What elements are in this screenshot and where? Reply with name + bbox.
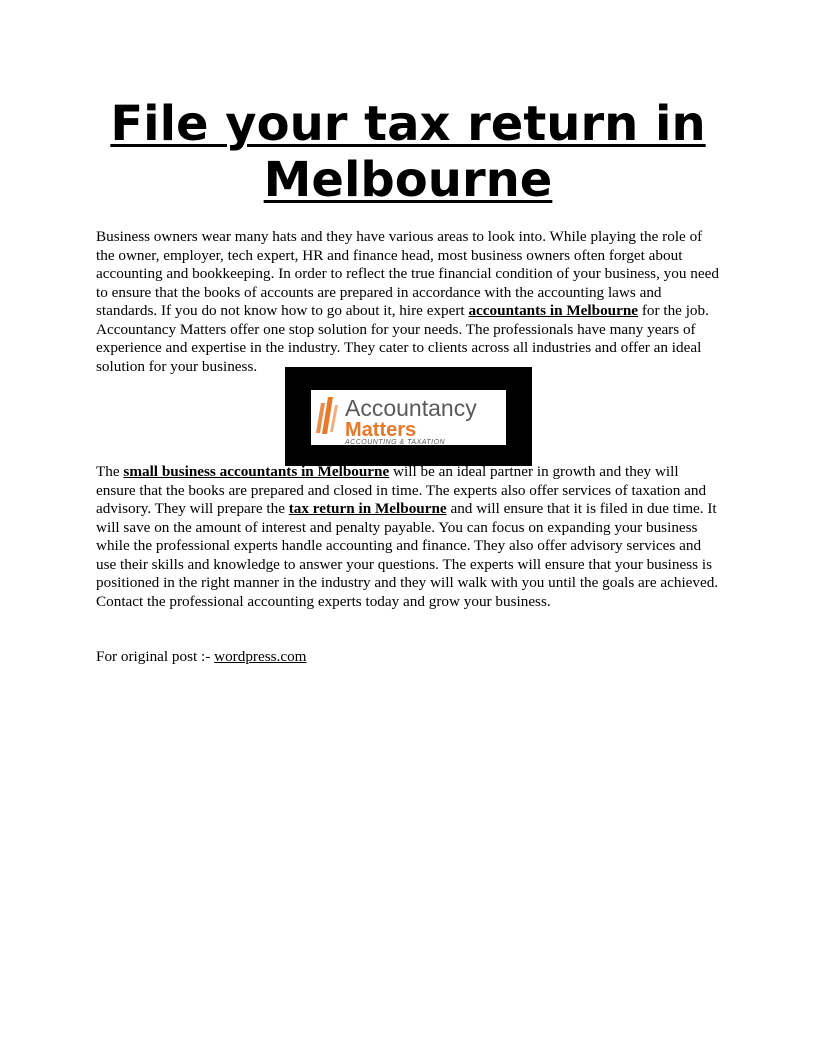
services-paragraph	[96, 463, 720, 611]
tax-return-melbourne-link[interactable]: tax return in Melbourne	[288, 500, 447, 517]
source-label: For original post :-	[96, 648, 215, 665]
intro-text-before: Business owners wear many hats and they have various areas to look into. While playing the role of the owner, employer, tech expert, HR and finance head, most business owners often forget about accounting and bookkeeping. In order to reflect the true financial condition of your business, you need to ensure that the books of accounts are prepared in accordance with the accounting laws and standards. If you do not know how to go about it, hire expert	[96, 228, 719, 319]
accountancy-matters-logo	[311, 390, 506, 445]
small-business-accountants-link[interactable]: small business accountants in Melbourne	[123, 463, 390, 480]
intro-paragraph	[96, 228, 720, 376]
logo-frame	[285, 367, 532, 466]
logo-graphic	[311, 390, 506, 445]
services-text-2: will be an ideal partner in growth and they will ensure that the books are prepared and closed in time. The experts also offer services of taxation and advisory. They will prepare the	[96, 463, 707, 517]
source-paragraph	[96, 648, 720, 667]
logo-tagline: ACCOUNTING & TAXATION	[345, 439, 446, 445]
page-title: File your tax return in Melbourne	[110, 96, 706, 208]
intro-text-after: for the job. Accountancy Matters offer one stop solution for your needs. The professionals have many years of experience and expertise in the industry. They cater to clients across all industries and offer an ideal solution for your business.	[96, 302, 709, 375]
logo-mark-icon	[316, 397, 338, 434]
services-text-1: The	[96, 463, 124, 480]
wordpress-link[interactable]: wordpress.com	[214, 648, 307, 665]
accountants-melbourne-link[interactable]: accountants in Melbourne	[468, 302, 639, 319]
logo-line1: Accountancy	[345, 395, 477, 421]
services-text-3: and will ensure that it is filed in due time. It will save on the amount of interest and penalty payable. You can focus on expanding your business while the professional experts handle accounting and finance. They also offer advisory services and use their skills and knowledge to answer your questions. The experts will ensure that your business is positioned in the right manner in the industry and they will walk with you until the goals are achieved. Contact the professional accounting experts today and grow your business.	[96, 500, 719, 610]
logo-line2: Matters	[345, 419, 417, 441]
